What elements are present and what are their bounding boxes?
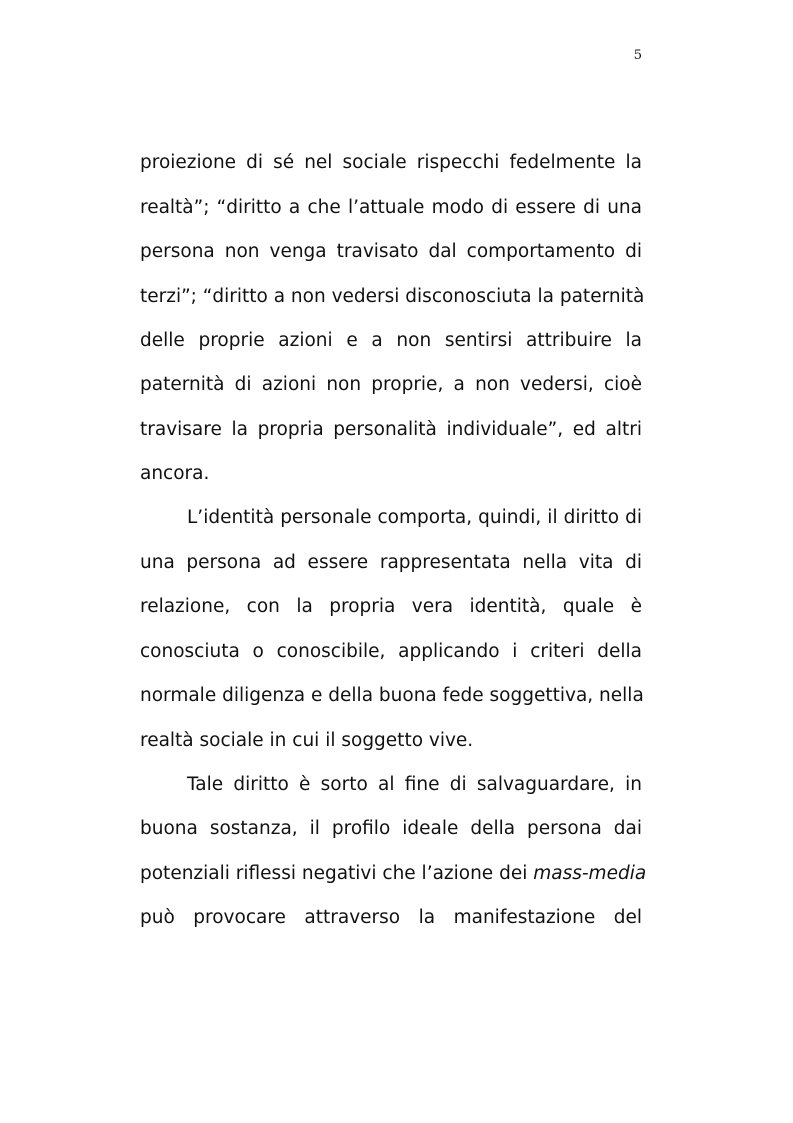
text-line: travisare la propria personalità individuale”, ed altri: [140, 419, 642, 440]
text-line: persona non venga travisato dal comportamento di: [140, 241, 642, 262]
text-line: realtà”; “diritto a che l’attuale modo di essere di una: [140, 197, 642, 218]
italic-term: mass-media: [533, 863, 647, 884]
text-line: proiezione di sé nel sociale rispecchi fedelmente la: [140, 152, 642, 173]
text-line: buona sostanza, il profilo ideale della persona dai: [140, 818, 642, 839]
text-line: realtà sociale in cui il soggetto vive.: [140, 730, 474, 751]
text-line: L’identità personale comporta, quindi, il diritto di: [187, 507, 642, 528]
text-line: normale diligenza e della buona fede soggettiva, nella: [140, 685, 644, 706]
text-line: paternità di azioni non proprie, a non vedersi, cioè: [140, 374, 642, 395]
text-line: una persona ad essere rappresentata nella vita di: [140, 552, 642, 573]
text-line: relazione, con la propria vera identità, quale è: [140, 596, 642, 617]
text-line: delle proprie azioni e a non sentirsi attribuire la: [140, 330, 642, 351]
text-line: può provocare attraverso la manifestazione del: [140, 907, 642, 928]
text-line: [140, 861, 647, 887]
text-line: terzi”; “diritto a non vedersi disconosciuta la paternità: [140, 286, 645, 307]
text-line: conosciuta o conoscibile, applicando i criteri della: [140, 641, 642, 662]
page-number: 5: [633, 48, 642, 63]
text-line: ancora.: [140, 463, 210, 484]
text-line: Tale diritto è sorto al fine di salvaguardare, in: [187, 774, 642, 795]
text-segment: potenziali riflessi negativi che l’azione dei: [140, 863, 528, 884]
